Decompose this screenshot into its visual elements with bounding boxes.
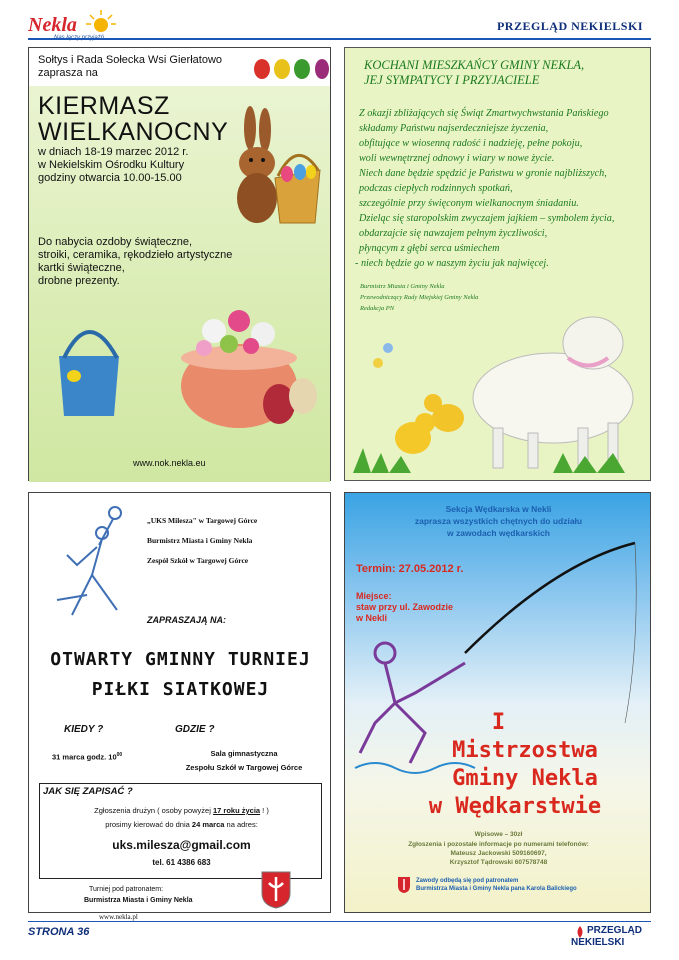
fishing-place-3: w Nekli [356,613,388,623]
logo-line-2: NEKIELSKI [571,937,625,948]
fishing-place-2: staw przy ul. Zawodzie [356,602,454,612]
easter-fair-ad [28,47,331,481]
greeting-title-2: JEJ SYMPATYCY I PRZYJACIELE [364,73,540,87]
easter-decoration-illustration [39,286,324,436]
greeting-line-9: obdarzajcie się nawzajem pełnym życzliwości, [359,228,548,239]
fishing-header-2: zaprasza wszystkich chętnych do udziału [414,516,583,526]
fishing-title-4: w Wędkarstwie [428,794,602,819]
fishing-competition-ad [344,492,651,913]
volley-patronage-label: Turniej pod patronatem: [89,886,164,893]
volley-title-2: PIŁKI SIATKOWEJ [91,679,270,700]
greeting-title-1: KOCHANI MIESZKAŃCY GMINY NEKLA, [364,58,585,72]
fishing-title-3: Gminy Nekla [452,766,598,791]
volley-where-label: GDZIE ? [175,724,215,735]
greeting-signature-3: Redakcja PN [360,305,395,312]
fishing-contact-3: Krzysztof Tądrowski 607578748 [449,859,548,866]
signup-line-2: prosimy kierować do dnia 24 marca na adres: [105,820,258,829]
greeting-signature-1: Burmistrz Miasta i Gminy Nekla [360,283,445,290]
fishing-patron-1: Zawody odbędą się pod patronatem [416,878,519,884]
signup-line-1: Zgłoszenia drużyn ( osoby powyżej 17 roku życia ! ) [94,806,269,815]
greeting-line-3: obfitujące w wiosenną radość i nadzieję, pełne pokoju, [359,138,583,149]
page-number: STRONA 36 [28,926,90,938]
volleyball-player-illustration [47,505,147,625]
fair-invite: zaprasza na [38,67,98,79]
signup-email[interactable]: uks.milesza@gmail.com [112,838,251,852]
greeting-line-7: szczególnie przy święconym wielkanocnym śniadaniu. [359,198,579,209]
fair-url: www.nok.nekla.eu [133,458,206,468]
fishing-place-1: Miejsce: [356,591,392,601]
fair-title-2: WIELKANOCNY [38,118,229,146]
signup-phone: tel. 61 4386 683 [152,858,211,867]
fishing-title-1: I [491,710,506,735]
fair-organizer: Sołtys i Rada Sołecka Wsi Gierłatowo [38,54,223,66]
volley-where-line-2: Zespołu Szkół w Targowej Górce [185,763,303,772]
volley-when-value: 31 marca godz. $10^{00}$ [52,752,123,762]
volley-organizer-1: „UKS Milesza" w Targowej Górce [147,516,258,525]
fishing-date: Termin: 27.05.2012 r. [356,563,464,575]
greeting-line-4: woli wewnętrznej odnowy i wiary w nowe życie. [359,153,555,164]
volley-organizer-2: Burmistrz Miasta i Gminy Nekla [147,536,253,545]
logo-line-1: PRZEGLĄD [587,925,642,936]
fishing-coat-of-arms-icon [397,876,411,894]
greeting-line-11: - niech będzie go w naszym życiu jak najwięcej. [355,258,549,269]
volley-organizer-3: Zespół Szkół w Targowej Górce [147,556,249,565]
greeting-line-10: płynącym z głębi serca uśmiechem [359,243,500,254]
nekla-coat-of-arms-icon [261,871,291,909]
fishing-contact-2: Mateusz Jackowski 509160697, [450,850,547,857]
fishing-title-2: Mistrzostwa [452,738,598,763]
signup-label: JAK SIĘ ZAPISAĆ ? [43,786,133,797]
fair-title-1: KIERMASZ [38,92,170,120]
fair-offer-3: kartki świąteczne, [38,262,125,274]
easter-eggs-icon [251,54,331,82]
fair-date: w dniach 18-19 marzec 2012 r. [38,146,189,158]
greeting-line-2: składamy Państwu najserdeczniejsze życzenia, [359,123,549,134]
volley-when-label: KIEDY ? [64,724,104,735]
page-header-title: PRZEGLĄD NEKIELSKI [496,19,643,33]
volley-invite: ZAPRASZAJĄ NA: [147,615,227,625]
fishing-fee: Wpisowe – 30zł [474,831,523,838]
fishing-header-3: w zawodach wędkarskich [447,528,550,538]
volleyball-tournament-ad [28,492,331,921]
logo-text: Nekla [28,14,77,36]
fishing-patron-2: Burmistrza Miasta i Gminy Nekla pana Karola Balickiego [416,886,577,892]
greeting-signature-2: Przewodniczący Rady Miejskiej Gminy Nekla [360,294,479,301]
signup-box [39,783,322,879]
fair-hours: godziny otwarcia 10.00-15.00 [38,172,182,184]
fair-offer-1: Do nabycia ozdoby świąteczne, [38,236,193,248]
greeting-line-6: podczas ciepłych rodzinnych spotkań, [359,183,513,194]
easter-greeting-card [344,47,651,481]
volley-where-line-1: Sala gimnastyczna [210,749,278,758]
volley-url: www.nekla.pl [99,913,138,921]
greeting-line-1: Z okazji zbliżających się Świąt Zmartwychwstania Pańskiego [359,108,609,119]
volley-title-1: OTWARTY GMINNY TURNIEJ [50,649,311,670]
fair-offer-2: stroiki, ceramika, rękodzieło artystyczne [38,249,233,261]
fishing-contact-1: Zgłoszenia i pozostałe informacje po numerami telefonów: [408,841,589,848]
volley-patronage-name: Burmistrza Miasta i Gminy Nekla [84,897,193,904]
footer-divider [28,921,651,922]
header-divider [28,38,651,40]
greeting-line-8: Dzieląc się staropolskim zwyczajem jajkiem – symbolem życia, [359,213,615,224]
lamb-chicks-illustration [353,288,648,478]
bunny-basket-illustration [215,108,325,228]
fair-venue: w Nekielskim Ośrodku Kultury [38,159,185,171]
fishing-header-1: Sekcja Wędkarska w Nekli [445,504,552,514]
fair-offer-4: drobne prezenty. [38,275,120,287]
przeglad-nekielski-logo [565,923,649,957]
sun-icon [86,10,116,26]
greeting-line-5: Niech dane będzie spędzić je Państwu w gronie najbliższych, [359,168,607,179]
